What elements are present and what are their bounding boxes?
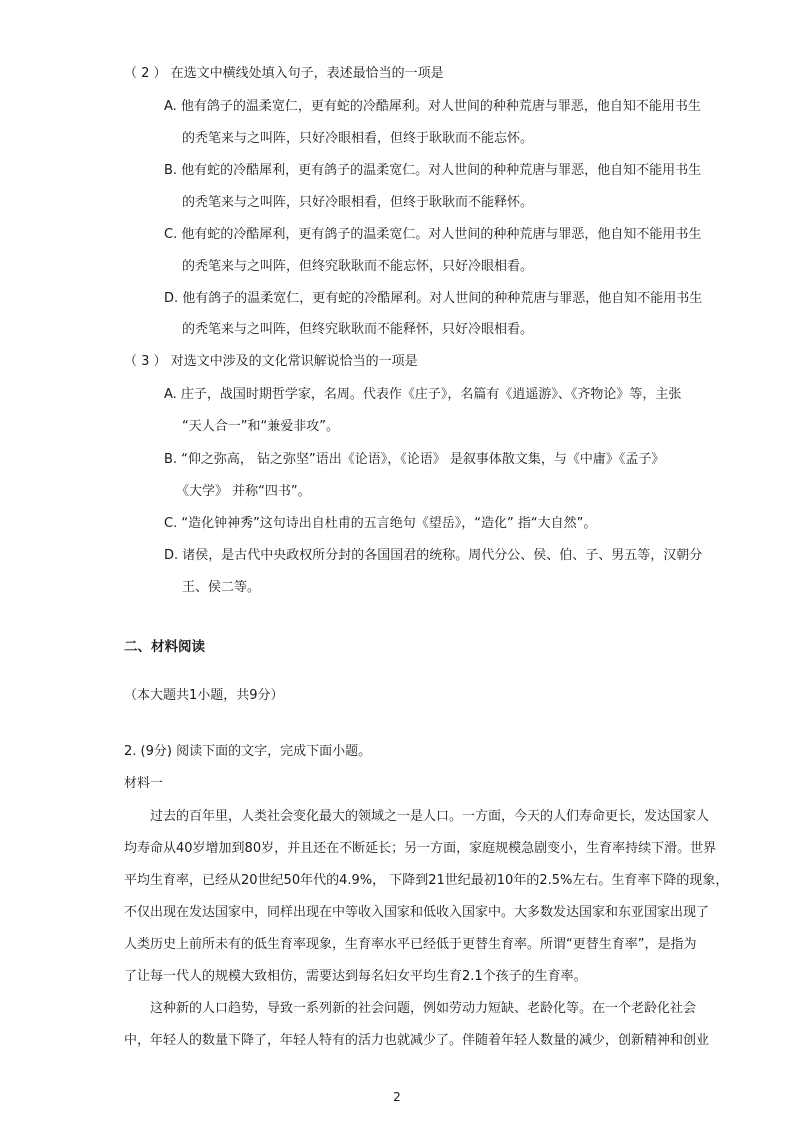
q3-option-d-line2: 王、侯二等。 — [182, 580, 261, 595]
q2-option-a-line1: A. 他有鸽子的温柔宽仁，更有蛇的冷酷犀利。对人世间的种种荒唐与罪恶，他自知不能用书生 — [164, 99, 701, 114]
paragraph-line: 平均生育率，已经从20世纪50年代的4.9%， 下降到21世纪最初10年的2.5%左右。生育率下降的现象， — [124, 873, 729, 888]
page-number: 2 — [393, 1090, 401, 1104]
q3-option-b-line1: B. “仰之弥高， 钻之弥坚”语出《论语》，《论语》 是叙事体散文集，与《中庸》《孟子》 — [164, 452, 665, 467]
q2-option-d-line1: D. 他有鸽子的温柔宽仁，更有蛇的冷酷犀利。对人世间的种种荒唐与罪恶，他自知不能用书生 — [164, 291, 703, 306]
q3-option-d-line1: D. 诸侯，是古代中央政权所分封的各国国君的统称。周代分公、侯、伯、子、男五等，汉朝分 — [164, 548, 703, 563]
q2-option-d-line2: 的秃笔来与之叫阵，但终究耿耿而不能释怀，只好冷眼相看。 — [182, 322, 534, 337]
material-label: 材料一 — [124, 776, 164, 791]
q3-option-a-line1: A. 庄子，战国时期哲学家，名周。代表作《庄子》，名篇有《逍遥游》、《齐物论》等，主张 — [164, 387, 682, 402]
q3-option-a-line2: “天人合一”和“兼爱非攻”。 — [182, 419, 339, 434]
question-stem: 2. (9分) 阅读下面的文字，完成下面小题。 — [124, 744, 372, 759]
paragraph-line: 均寿命从40岁增加到80岁，并且还在不断延长；另一方面，家庭规模急剧变小，生育率持续下滑。世界 — [124, 841, 717, 856]
paragraph-line: 中，年轻人的数量下降了，年轻人特有的活力也就减少了。伴随着年轻人数量的减少，创新精神和创业 — [124, 1033, 710, 1048]
q3-option-c-line1: C. “造化钟神秀”这句诗出自杜甫的五言绝句《望岳》，“造化” 指“大自然”。 — [164, 516, 597, 531]
paragraph-line: 过去的百年里，人类社会变化最大的领域之一是人口。一方面，今天的人们寿命更长，发达国家人 — [150, 809, 710, 824]
q2-option-b-line1: B. 他有蛇的冷酷犀利，更有鸽子的温柔宽仁。对人世间的种种荒唐与罪恶，他自知不能用书生 — [164, 163, 702, 178]
section-title: 二、材料阅读 — [124, 639, 205, 655]
section-note: （本大题共1小题，共9分） — [124, 688, 284, 703]
question-2-stem: （ 2 ） 在选文中横线处填入句子，表述最恰当的一项是 — [124, 66, 444, 81]
q2-option-b-line2: 的秃笔来与之叫阵，只好冷眼相看，但终于耿耿而不能释怀。 — [182, 195, 534, 210]
q2-option-a-line2: 的秃笔来与之叫阵，只好冷眼相看，但终于耿耿而不能忘怀。 — [182, 131, 534, 146]
paragraph-line: 人类历史上前所未有的低生育率现象，生育率水平已经低于更替生育率。所谓“更替生育率”，是指为 — [124, 937, 697, 952]
paragraph-line: 不仅出现在发达国家中，同样出现在中等收入国家和低收入国家中。大多数发达国家和东亚国家出现了 — [124, 905, 710, 920]
paragraph-line: 了让每一代人的规模大致相仿，需要达到每名妇女平均生育2.1个孩子的生育率。 — [124, 969, 587, 984]
q3-option-b-line2: 《大学》 并称“四书”。 — [176, 484, 311, 499]
paragraph-line: 这种新的人口趋势，导致一系列新的社会问题，例如劳动力短缺、老龄化等。在一个老龄化社会 — [150, 1001, 697, 1016]
q2-option-c-line1: C. 他有蛇的冷酷犀利，更有鸽子的温柔宽仁。对人世间的种种荒唐与罪恶，他自知不能用书生 — [164, 227, 702, 242]
q2-option-c-line2: 的秃笔来与之叫阵，但终究耿耿而不能忘怀，只好冷眼相看。 — [182, 259, 534, 274]
question-3-stem: （ 3 ） 对选文中涉及的文化常识解说恰当的一项是 — [124, 354, 418, 369]
